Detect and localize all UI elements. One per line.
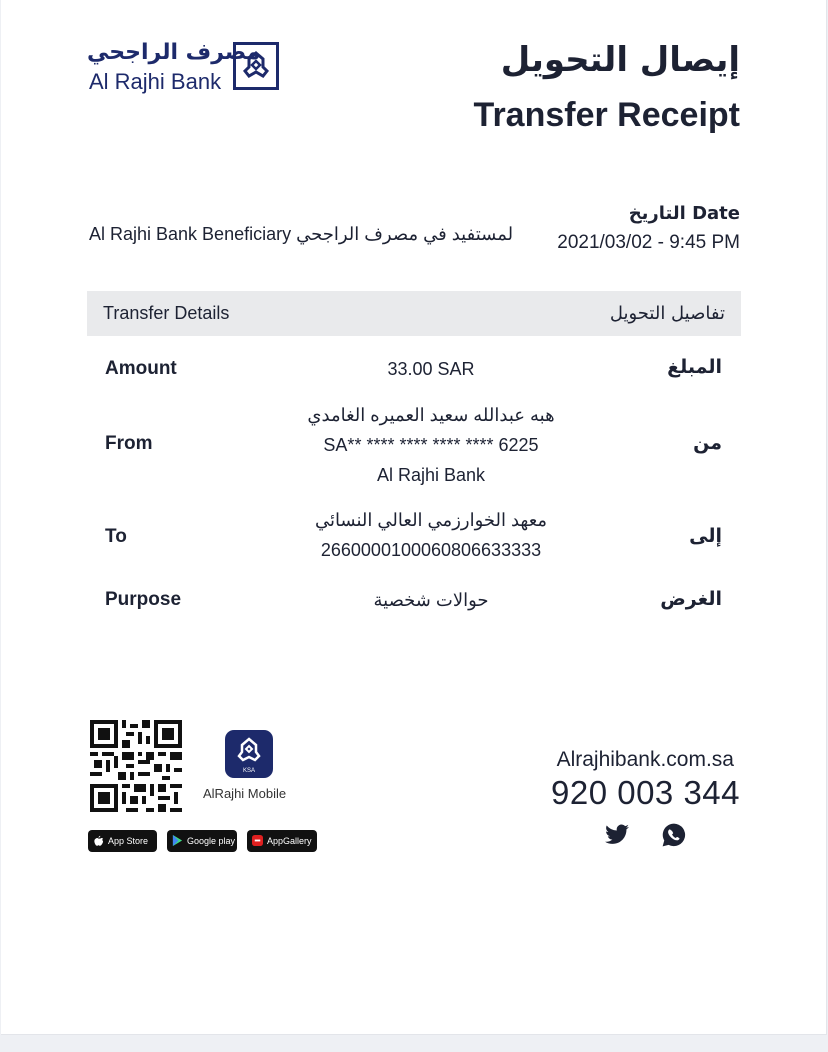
bank-phone-number[interactable]: 920 003 344 [550, 774, 740, 811]
appgallery-label: AppGallery [267, 836, 312, 846]
sender-bank: Al Rajhi Bank [376, 465, 486, 485]
sender-name: هبه عبدالله سعيد العميره الغامدي [307, 405, 555, 425]
recipient-account: 2660000100060806633333 [320, 540, 542, 560]
apple-icon [93, 835, 104, 846]
purpose-label-english: Purpose [105, 589, 182, 610]
purpose-text: حوالات شخصية [373, 590, 489, 610]
app-store-badge[interactable] [88, 830, 157, 852]
amount-value-line: 33.00 SAR [387, 359, 475, 379]
sender-iban: SA** **** **** **** **** 6225 [323, 435, 539, 455]
transfer-details-header [87, 291, 741, 336]
amount-label-english: Amount [105, 358, 177, 379]
transfer-details-label-arabic: تفاصيل التحويل [609, 303, 725, 324]
to-label-arabic: إلى [689, 525, 722, 547]
receipt-title-english: Transfer Receipt [473, 96, 740, 134]
bank-name-english: Al Rajhi Bank [89, 69, 222, 94]
google-play-label: Google play [187, 836, 236, 846]
appgallery-badge[interactable] [247, 830, 317, 852]
transfer-details-label-english: Transfer Details [103, 303, 230, 323]
from-label-arabic: من [693, 432, 722, 454]
app-name: AlRajhi Mobile [203, 786, 287, 801]
purpose-label-arabic: الغرض [660, 588, 722, 610]
to-value [231, 505, 631, 565]
google-play-badge[interactable] [167, 830, 237, 852]
app-store-label: App Store [108, 836, 149, 846]
alrajhi-mobile-app-icon[interactable] [225, 730, 273, 778]
appgallery-icon [252, 835, 263, 846]
bank-name-arabic: مصرف الراجحي [87, 40, 261, 65]
beneficiary-type: Al Rajhi Bank Beneficiary لمستفيد في مصرف الراجحي [89, 224, 514, 244]
amount-value [231, 354, 631, 384]
from-label-english: From [105, 433, 153, 454]
date-label: التاريخ Date [628, 203, 740, 224]
to-label-english: To [105, 526, 127, 547]
receipt-title-arabic: إيصال التحويل [500, 40, 740, 80]
bank-logo-icon [233, 42, 279, 90]
app-tile-badge-text: KSA [242, 768, 256, 774]
whatsapp-icon[interactable] [661, 822, 687, 848]
receipt-page [1, 0, 827, 1035]
date-value: 2021/03/02 - 9:45 PM [557, 232, 740, 253]
qr-code [90, 720, 182, 812]
from-value [231, 400, 631, 490]
bank-website[interactable]: Alrajhibank.com.sa [556, 748, 734, 771]
purpose-value [231, 585, 631, 615]
google-play-icon [172, 835, 183, 846]
amount-label-arabic: المبلغ [667, 356, 722, 378]
twitter-icon[interactable] [604, 822, 630, 848]
recipient-name: معهد الخوارزمي العالي النسائي [314, 510, 548, 530]
